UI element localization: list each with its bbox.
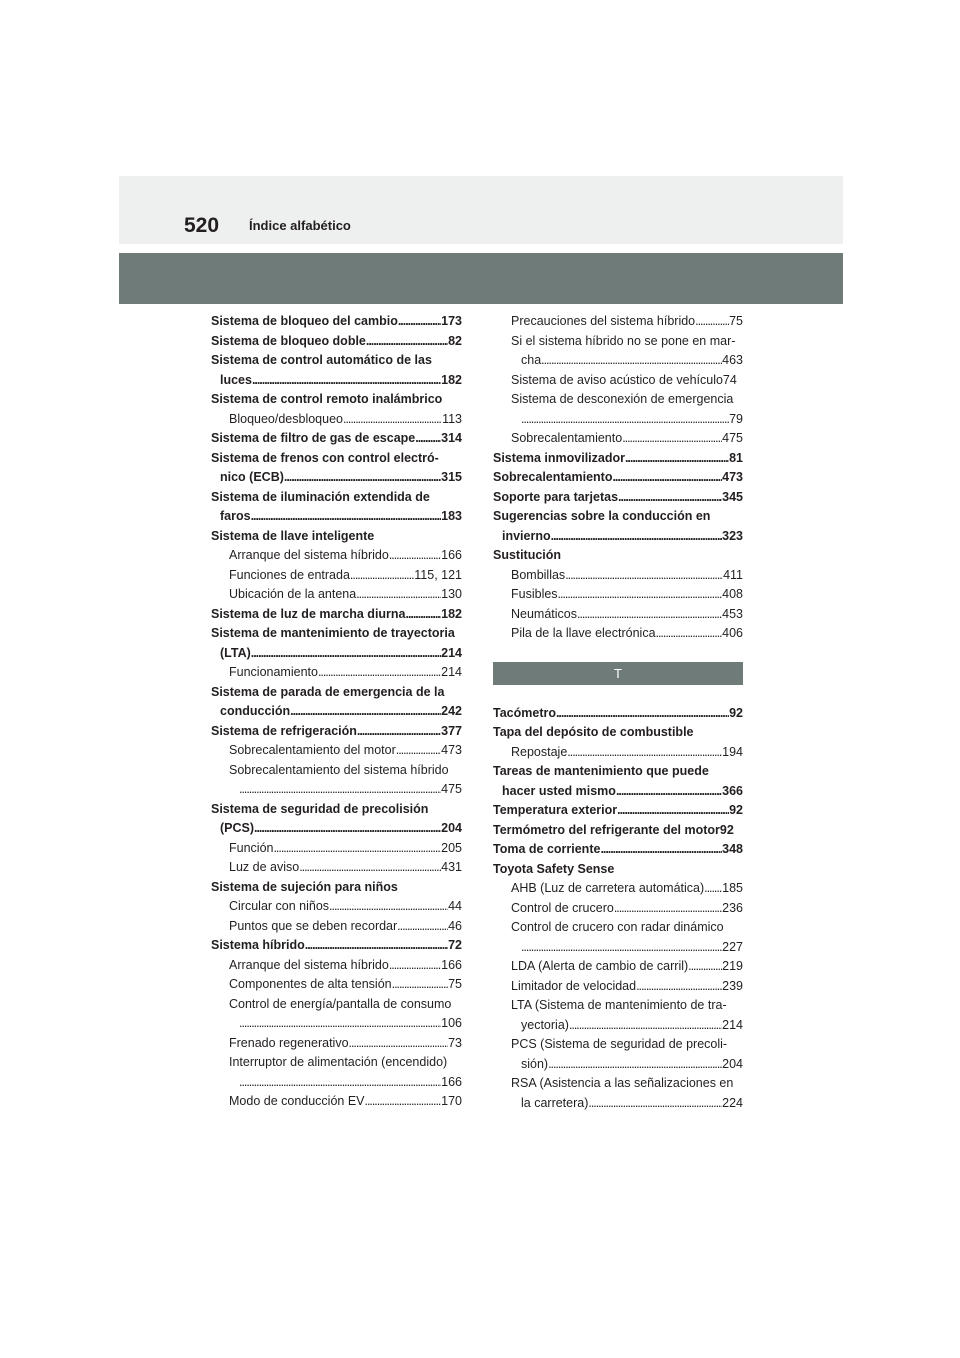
entry-leader-dots [406,605,442,625]
index-entry-continuation [211,702,462,722]
entry-page: 242 [441,704,462,718]
entry-leader-dots [329,897,448,917]
entry-text: Luz de aviso [229,860,300,874]
index-entry-continuation [211,644,462,664]
index-entry [493,429,743,449]
entry-page: 475 [441,782,462,796]
entry-leader-dots [521,410,729,430]
entry-leader-dots [618,488,722,508]
entry-leader-dots [556,704,729,724]
entry-text: cha [521,353,542,367]
index-entry [493,840,743,860]
entry-page: 377 [441,723,462,738]
index-entry [211,546,462,566]
entry-leader-dots [704,879,722,899]
index-entry [493,704,743,724]
entry-text: (PCS) [220,821,255,835]
entry-text: Ubicación de la antena [229,587,357,601]
index-entry [211,839,462,859]
index-entry-continuation [211,507,462,527]
entry-text: Precauciones del sistema híbrido [511,314,696,328]
entry-leader-dots [397,917,448,937]
entry-text: Sistema inmovilizador [493,450,625,465]
entry-page: 75 [448,977,462,991]
entry-page: 475 [722,431,743,445]
index-entry [493,957,743,977]
index-entry [211,663,462,683]
entry-text: Puntos que se deben recordar [229,918,398,933]
entry-leader-dots [396,741,441,761]
entry-page: 204 [441,821,462,835]
entry-page: 82 [448,333,462,348]
index-entry [493,468,743,488]
entry-leader-dots [366,332,448,352]
index-entry [211,605,462,625]
entry-leader-dots [239,1073,441,1093]
entry-text: Pila de la llave electrónica [511,626,656,640]
index-entry [211,858,462,878]
entry-leader-dots [551,527,723,547]
index-entry: PCS (Sistema de seguridad de precoli- [511,1037,728,1051]
entry-page: 183 [441,509,462,523]
index-entry [211,975,462,995]
entry-page: 411 [723,567,743,582]
entry-leader-dots [567,743,722,763]
index-entry [493,879,743,899]
entry-text: Termómetro del refrigerante del motor [493,822,720,837]
entry-page: 92 [729,705,743,720]
entry-page: 406 [722,626,743,640]
entry-page: 74 [722,372,737,387]
index-entry-heading: Sistema de llave inteligente [211,528,375,543]
entry-text: Modo de conducción EV [229,1094,365,1108]
entry-text: Bombillas [511,567,566,582]
entry-page: 214 [441,665,462,679]
entry-text: (LTA) [220,645,251,660]
entry-text: Repostaje [511,744,568,759]
entry-leader-dots [695,312,729,332]
index-entry [211,410,462,430]
index-entry [211,585,462,605]
entry-leader-dots [565,566,723,586]
entry-text: Sistema de filtro de gas de escape [211,431,416,445]
entry-page: 73 [448,1035,462,1050]
index-entry [493,449,743,469]
entry-leader-dots [273,839,441,859]
header-gray-bar [119,253,843,304]
entry-text: Tacómetro [493,705,556,720]
entry-text: invierno [502,528,551,543]
entry-leader-dots [625,449,729,469]
index-entry [493,977,743,997]
entry-text: yectoria) [521,1017,569,1032]
index-entry: Control de energía/pantalla de consumo [229,996,452,1011]
index-entry-continuation [493,527,743,547]
index-entry: Tareas de mantenimiento que puede [493,764,709,778]
index-entry [493,743,743,763]
index-entry: RSA (Asistencia a las señalizaciones en [511,1076,734,1090]
entry-page: 453 [722,606,743,621]
entry-text: Bloqueo/desbloqueo [229,411,343,426]
entry-text: Función [229,840,274,855]
index-entry: Si el sistema híbrido no se pone en mar- [511,333,736,348]
entry-text: Control de crucero [511,900,614,915]
entry-page: 214 [722,1017,743,1032]
entry-leader-dots [541,351,722,371]
index-entry-continuation [211,1014,462,1034]
index-column-left [211,312,462,1112]
index-entry: Interruptor de alimentación (encendido) [229,1055,448,1069]
entry-text: AHB (Luz de carretera automática) [511,881,705,895]
index-entry-heading: Sustitución [493,548,562,562]
entry-leader-dots [588,1094,722,1114]
index-entry [493,899,743,919]
entry-leader-dots [284,468,441,488]
entry-leader-dots [415,429,441,449]
entry-text: Arranque del sistema híbrido [229,548,389,562]
index-entry: Sistema de iluminación extendida de [211,489,430,504]
entry-page: 236 [722,900,743,915]
entry-leader-dots [349,1034,449,1054]
entry-page: 239 [722,978,743,993]
entry-text: Sistema de bloqueo doble [211,333,366,348]
entry-leader-dots [365,1092,442,1112]
index-entry [211,332,462,352]
entry-leader-dots [636,977,722,997]
entry-text: Sobrecalentamiento [511,431,623,445]
index-entry-heading: Sistema de control remoto inalámbrico [211,392,443,406]
entry-page: 115, 121 [414,567,462,582]
index-entry-continuation [493,938,743,958]
index-entry [493,801,743,821]
entry-leader-dots [251,507,442,527]
index-entry-continuation [493,1094,743,1114]
entry-page: 170 [441,1094,462,1108]
entry-page: 72 [448,938,462,952]
entry-leader-dots [389,956,441,976]
entry-leader-dots [577,605,722,625]
entry-leader-dots [521,938,722,958]
entry-leader-dots [558,585,723,605]
header-band [119,176,843,244]
entry-page: 205 [441,840,462,855]
index-entry: LTA (Sistema de mantenimiento de tra- [511,998,727,1012]
entry-leader-dots [616,782,722,802]
index-entry [493,488,743,508]
entry-text: Sistema de refrigeración [211,723,357,738]
entry-leader-dots [239,1014,441,1034]
index-entry-continuation [211,780,462,800]
index-entry [211,936,462,956]
index-entry: Sistema de desconexión de emergencia [511,392,734,406]
index-entry: Sistema de parada de emergencia de la [211,684,445,699]
index-entry [211,917,462,937]
entry-page: 130 [441,587,462,601]
entry-page: 182 [441,606,462,621]
entry-text: Soporte para tarjetas [493,489,619,504]
entry-leader-dots [688,957,722,977]
entry-page: 92 [729,803,743,817]
index-entry: Sugerencias sobre la conducción en [493,509,711,523]
entry-page: 314 [441,431,462,445]
entry-leader-dots [614,899,722,919]
entry-text: Sobrecalentamiento [493,470,613,484]
entry-text: faros [220,509,251,523]
entry-page: 431 [441,860,462,874]
entry-leader-dots [290,702,441,722]
entry-page: 173 [441,314,462,328]
entry-leader-dots [299,858,441,878]
entry-leader-dots [305,936,448,956]
entry-page: 204 [722,1056,743,1071]
entry-leader-dots [318,663,441,683]
entry-text: Funciones de entrada [229,567,350,582]
entry-page: 106 [441,1016,462,1030]
index-entry [493,566,743,586]
index-entry-continuation [211,819,462,839]
entry-leader-dots [392,975,448,995]
entry-page: 79 [729,411,743,426]
entry-page: 366 [722,783,743,798]
index-entry [211,1034,462,1054]
index-entry-continuation [493,1016,743,1036]
entry-page: 166 [441,957,462,972]
index-entry [493,605,743,625]
entry-text: Neumáticos [511,606,577,621]
entry-leader-dots [357,722,441,742]
entry-leader-dots [343,410,442,430]
entry-leader-dots [389,546,441,566]
entry-text: Sistema de bloqueo del cambio [211,314,398,328]
entry-page: 185 [722,881,743,895]
entry-text: Sistema de aviso acústico de vehículo [511,372,723,387]
entry-page: 166 [441,1074,462,1089]
entry-page: 224 [722,1095,743,1110]
entry-page: 219 [722,959,743,973]
entry-leader-dots [239,780,441,800]
entry-leader-dots [252,371,441,391]
entry-text: Funcionamiento [229,665,318,679]
entry-text: la carretera) [521,1095,589,1110]
entry-leader-dots [356,585,441,605]
index-entry-continuation [211,371,462,391]
entry-leader-dots [251,644,441,664]
entry-text: Sistema híbrido [211,938,305,952]
section-title: Índice alfabético [249,218,351,233]
entry-text: nico (ECB) [220,470,284,484]
entry-page: 473 [441,743,462,757]
entry-text: Circular con niños [229,899,330,913]
entry-leader-dots [548,1055,722,1075]
page-number: 520 [184,214,220,237]
index-entry: Sistema de mantenimiento de trayectoria [211,626,455,640]
entry-text: Temperatura exterior [493,803,618,817]
index-entry-continuation [211,1073,462,1093]
entry-leader-dots [622,429,722,449]
entry-text: luces [220,372,252,387]
entry-leader-dots [600,840,722,860]
entry-text: Frenado regenerativo [229,1035,349,1050]
index-entry [211,722,462,742]
index-entry: Sistema de frenos con control electró- [211,450,439,465]
entry-page: 44 [448,899,462,913]
index-entry: Control de crucero con radar dinámico [511,920,724,934]
index-entry [211,1092,462,1112]
index-entry [493,624,743,644]
index-entry [211,429,462,449]
index-entry-heading: Tapa del depósito de combustible [493,725,694,739]
index-entry: Sistema de seguridad de precolisión [211,801,429,816]
entry-leader-dots [656,624,723,644]
letter-heading-t: T [493,662,743,685]
entry-page: 315 [441,470,462,484]
entry-page: 75 [729,314,743,328]
entry-text: Limitador de velocidad [511,978,637,993]
entry-text: Sistema de luz de marcha diurna [211,606,406,621]
index-group-t [493,704,743,1114]
entry-page: 194 [722,744,743,759]
entry-page: 182 [441,372,462,387]
index-entry-heading: Sistema de sujeción para niños [211,879,398,894]
index-entry [211,312,462,332]
entry-leader-dots [254,819,441,839]
entry-text: conducción [220,704,291,718]
index-entry [493,371,743,391]
entry-page: 81 [729,450,743,465]
index-entry-continuation [493,1055,743,1075]
entry-page: 348 [722,842,743,856]
entry-text: Toma de corriente [493,842,601,856]
entry-page: 46 [448,918,462,933]
index-group-s-continued [493,312,743,644]
index-entry-heading: Toyota Safety Sense [493,861,615,876]
entry-page: 227 [722,939,743,954]
entry-leader-dots [350,566,414,586]
entry-page: 214 [441,645,462,660]
index-entry [493,821,743,841]
entry-page: 113 [442,411,462,426]
entry-page: 408 [722,587,743,601]
index-entry [493,312,743,332]
index-entry-continuation [211,468,462,488]
entry-text: Arranque del sistema híbrido [229,957,389,972]
index-entry-continuation [493,410,743,430]
index-entry [211,897,462,917]
entry-text: Componentes de alta tensión [229,977,392,991]
index-entry: Sobrecalentamiento del sistema híbrido [229,762,449,777]
entry-leader-dots [569,1016,722,1036]
entry-leader-dots [398,312,441,332]
entry-page: 463 [722,353,743,367]
index-column-right [493,312,743,1113]
entry-page: 473 [722,470,743,484]
index-entry [493,585,743,605]
index-entry [211,741,462,761]
index-entry [211,956,462,976]
entry-leader-dots [617,801,729,821]
index-entry-continuation [493,782,743,802]
index-entry: Sistema de control automático de las [211,353,432,367]
entry-page: 166 [441,548,462,562]
entry-text: Sobrecalentamiento del motor [229,743,396,757]
entry-text: hacer usted mismo [502,783,616,798]
entry-page: 323 [722,528,743,543]
entry-leader-dots [612,468,722,488]
entry-text: Fusibles [511,587,558,601]
entry-text: LDA (Alerta de cambio de carril) [511,959,689,973]
index-entry-continuation [493,351,743,371]
entry-page: 92 [719,822,734,837]
index-entry [211,566,462,586]
entry-text: sión) [521,1056,549,1071]
entry-page: 345 [722,489,743,504]
